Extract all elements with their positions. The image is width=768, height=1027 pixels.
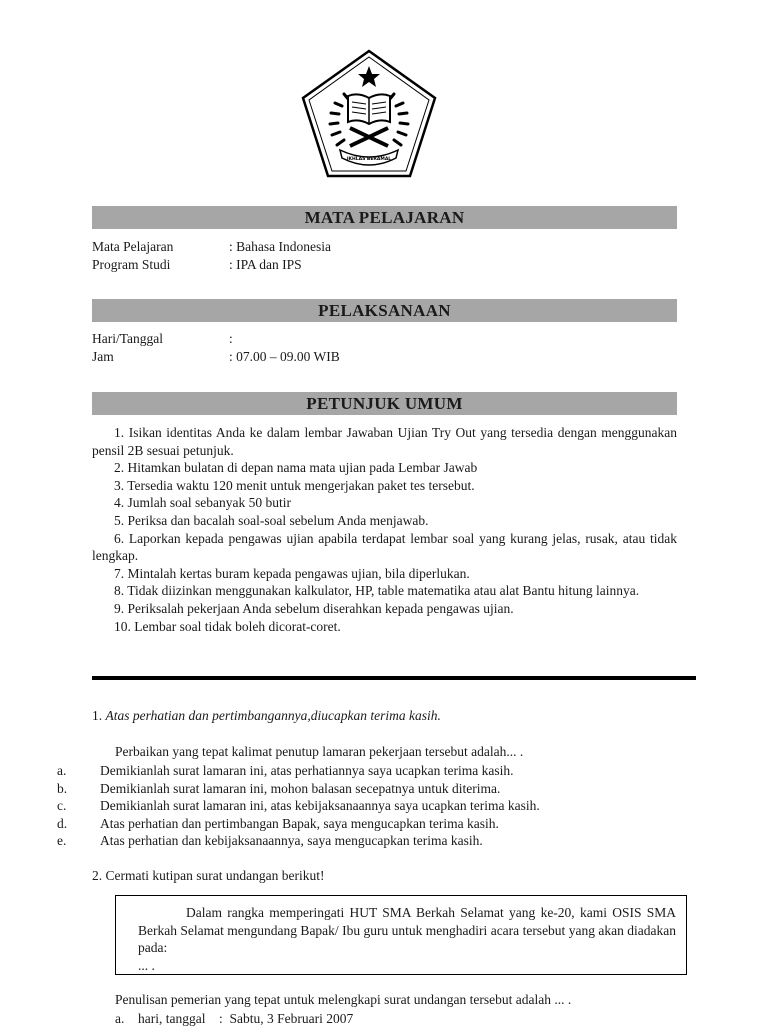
instruction-item: 9. Periksalah pekerjaan Anda sebelum diserahkan kepada pengawas ujian. [114,600,514,616]
instruction-item: 2. Hitamkan bulatan di depan nama mata ujian pada Lembar Jawab [114,460,478,476]
instruction-item: 5. Periksa dan bacalah soal-soal sebelum Anda menjawab. [114,512,429,528]
instruction-item: 1. Isikan identitas Anda ke dalam lembar Jawaban Ujian Try Out yang tersedia dengan menggunakan pensil 2B sesuai petunjuk. [92,425,677,458]
question-2-prompt: Penulisan pemerian yang tepat untuk melengkapi surat undangan tersebut adalah ... . [115,992,572,1007]
section-header-petunjuk-umum: PETUNJUK UMUM [92,392,677,415]
question-text: Atas perhatian dan pertimbangannya,diucapkan terima kasih. [105,708,441,723]
instruction-item: 4. Jumlah soal sebanyak 50 butir [114,495,291,511]
question-2-stem: 2. Cermati kutipan surat undangan berikut! [92,868,325,883]
question-1-prompt: Perbaikan yang tepat kalimat penutup lamaran pekerjaan tersebut adalah... . [115,744,524,759]
info-key: Mata Pelajaran [92,239,174,254]
invitation-excerpt-box [115,895,687,975]
info-value: : 07.00 – 09.00 WIB [229,349,340,364]
instruction-list [92,424,677,635]
question-number: 1. [92,708,103,723]
section-header-pelaksanaan: PELAKSANAAN [92,299,677,322]
info-value: : Bahasa Indonesia [229,239,331,254]
ministry-emblem-icon [300,48,438,180]
question-2-option-a: a. hari, tanggal : Sabtu, 3 Februari 2007 [115,1011,354,1026]
instruction-item: 8. Tidak diizinkan menggunakan kalkulator, HP, table matematika atau alat Bantu hitung lainnya. [114,583,640,599]
info-key: Program Studi [92,257,171,272]
instruction-item: 7. Mintalah kertas buram kepada pengawas ujian, bila diperlukan. [114,565,470,581]
info-value: : IPA dan IPS [229,257,302,272]
info-value: : [229,331,233,346]
instruction-item: 10. Lembar soal tidak boleh dicorat-coret. [114,618,341,634]
instruction-item: 3. Tersedia waktu 120 menit untuk mengerjakan paket tes tersebut. [114,477,475,493]
logo-motto: IKHLAS BERAMAL [346,157,392,162]
question-1-stem [92,708,441,724]
excerpt-paragraph: Dalam rangka memperingati HUT SMA Berkah Selamat yang ke-20, kami OSIS SMA Berkah Selamat mengundang Bapak/ Ibu guru untuk menghadiri acara tersebut yang akan diadakan pada: [138,905,676,956]
section-divider [92,676,696,680]
section-header-mata-pelajaran: MATA PELAJARAN [92,206,677,229]
excerpt-ellipsis: ... . [138,957,155,973]
info-key: Jam [92,349,114,364]
instruction-item: 6. Laporkan kepada pengawas ujian apabila terdapat lembar soal yang kurang jelas, rusak, atau tidak lengkap. [92,530,677,564]
info-key: Hari/Tanggal [92,331,164,346]
